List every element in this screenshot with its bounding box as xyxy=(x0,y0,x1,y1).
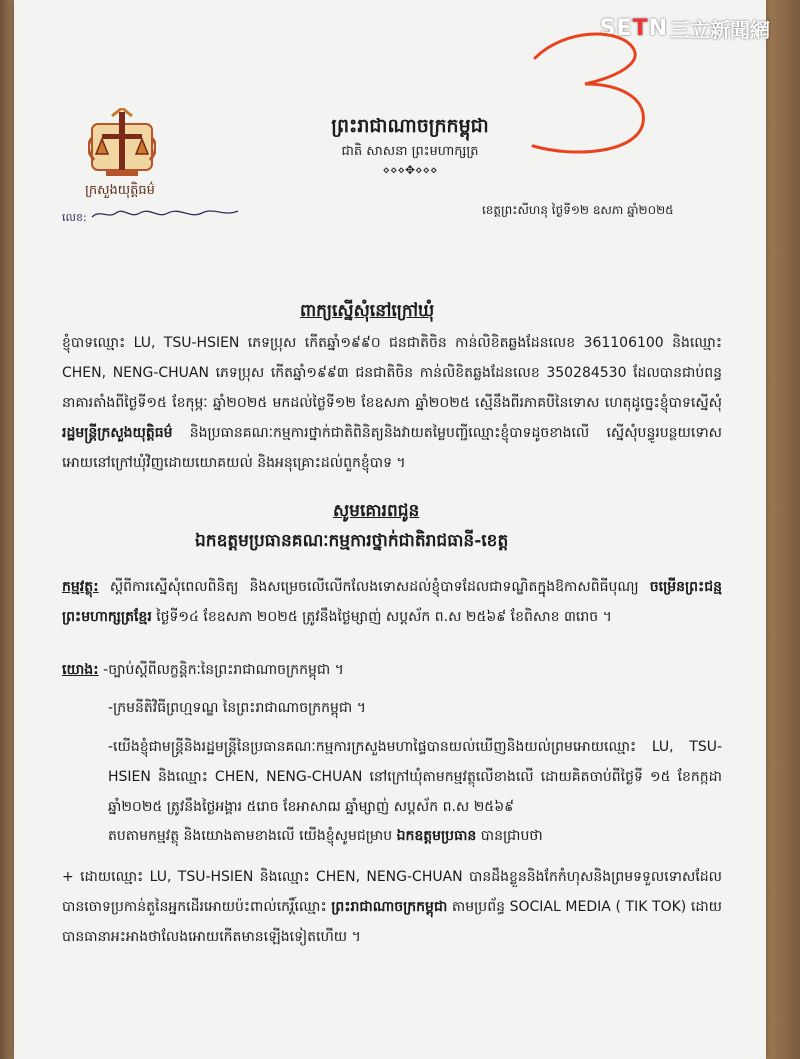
subject-paragraph: កម្មវត្ថុ: ស្តីពីការស្នើសុំពេលពិនិត្យ និងសម្រេចលើលើកលែងទោសដល់ខ្ញុំបាទដែលជាទណ្ឌិតក្នុងឱកាសពិធីបុណ្យ ចម្រើនព្រះជន្មព្រះមហាក្សត្រខ្មែរ ថ្ងៃទី១៤ ខែឧសភា ២០២៥ ត្រូវនឹងថ្ងៃម្សាញ់ សប្តស័ក ព.ស ២៥៦៩ ខែពិសាខ ៣រោច ។ xyxy=(62,579,722,625)
ministry-name: ក្រសួងយុត្តិធម៌ xyxy=(85,183,155,198)
salutation: សូមគោរពជូន xyxy=(333,501,420,521)
ministry-approval-paragraph: -យើងខ្ញុំជាមន្ត្រីនិងរដ្ឋមន្ត្រីនៃប្រធានគណៈកម្មការក្រសួងមហាផ្ទៃបានយល់ឃើញនិងយល់ព្រមអោយឈ្មោះ LU, TSU- HSIEN និងឈ្មោះ CHEN, NENG-CHUAN នៅក្រៅឃុំតាមកម្មវត្ថុលើខាងលើ ដោយគិតចាប់ពីថ្ងៃទី ១៥ ខែកក្កដា ឆ្នាំ២០២៥ ត្រូវនឹងថ្ងៃអង្គារ ៥រោច ខែអាសាឍ ឆ្នាំម្សាញ់ សប្តស័ក ព.ស ២៥៦៩ xyxy=(108,739,722,815)
place-and-date: ខេត្តព្រះសីហនុ ថ្ងៃទី១២ ឧសភា ឆ្នាំ២០២៥ xyxy=(482,203,674,217)
reference-item-1: យោង: -ច្បាប់ស្តីពីលក្ខន្តិកៈនៃព្រះរាជាណាចក្រកម្ពុជា ។ xyxy=(62,662,344,678)
reference-item-2: -ក្រមនីតិវិធីព្រហ្មទណ្ឌ នៃព្រះរាជាណាចក្រកម្ពុជា ។ xyxy=(108,700,366,716)
request-paragraph: ខ្ញុំបាទឈ្មោះ LU, TSU-HSIEN ភេទប្រុស កើតឆ្នាំ១៩៩០ ជនជាតិចិន កាន់លិខិតឆ្លងដែនលេខ 361106100 និងឈ្មោះ CHEN, NENG-CHUAN ភេទប្រុស កើតឆ្នាំ១៩៩៣ ជនជាតិចិន កាន់លិខិតឆ្លងដែនលេខ 350284530 ដែលបានជាប់ពន្ធនាគារតាំងពីថ្ងៃទី១៥ ខែកុម្ភៈ ឆ្នាំ២០២៥ មកដល់ថ្ងៃទី១២ ខែឧសភា ឆ្នាំ២០២៥ ស្មើនឹងពីរភាគបីនៃទោស ហេតុដូច្នេះខ្ញុំបាទស្នើសុំ រដ្ឋមន្ត្រីក្រសួងយុត្តិធម៌ និងប្រធានគណៈកម្មការថ្នាក់ជាតិពិនិត្យនិងវាយតម្លៃបញ្ជីឈ្មោះខ្ញុំបាទដូចខាងលើ ស្នើសុំបន្ធូរបន្ថយទោសអោយនៅក្រៅឃុំវិញដោយយោគយល់ និងអនុគ្រោះដល់ពួកខ្ញុំបាទ ។ xyxy=(62,335,722,471)
notification-paragraph: តបតាមកម្មវត្ថុ និងយោងតាមខាងលើ យើងខ្ញុំសូមជម្រាប ឯកឧត្តមប្រធាន បានជ្រាបថា xyxy=(108,828,543,844)
reference-number: លេខ: xyxy=(62,207,240,227)
heading-ornament: ⋄⋄⋄✥⋄⋄⋄ xyxy=(382,163,438,177)
acknowledgement-paragraph: + ដោយឈ្មោះ LU, TSU-HSIEN និងឈ្មោះ CHEN, NENG-CHUAN បានដឹងខ្លួននិងកែកំហុសនិងព្រមទទួលទោសដែលបានចោទប្រកាន់តួនៃអ្នកដើរអោយប៉ះពាល់កេរ្តិ៍ឈ្មោះ ព្រះរាជាណាចក្រកម្ពុជា តាមប្រព័ន្ធ SOCIAL MEDIA ( TIK TOK) ដោយបានធានាអះអាងថាលែងអោយកើតមានឡើងទៀតហើយ ។ xyxy=(62,869,723,945)
document-title: ពាក្យស្នើសុំនៅក្រៅឃុំ xyxy=(300,301,435,321)
handwritten-reference-scribble xyxy=(90,207,240,221)
kingdom-heading: ព្រះរាជាណាចក្រកម្ពុជា xyxy=(331,115,489,137)
background-left xyxy=(0,0,14,1059)
addressee: ឯកឧត្តមប្រធានគណៈកម្មការថ្នាក់ជាតិរាជធានី-ខេត្ត xyxy=(195,531,509,551)
national-motto: ជាតិ សាសនា ព្រះមហាក្សត្រ xyxy=(341,144,479,159)
setn-logo: SETN xyxy=(599,16,668,41)
ministry-emblem-icon xyxy=(88,108,156,180)
background-right xyxy=(766,0,800,1059)
setn-chinese-name: 三立新聞網 xyxy=(670,18,770,42)
